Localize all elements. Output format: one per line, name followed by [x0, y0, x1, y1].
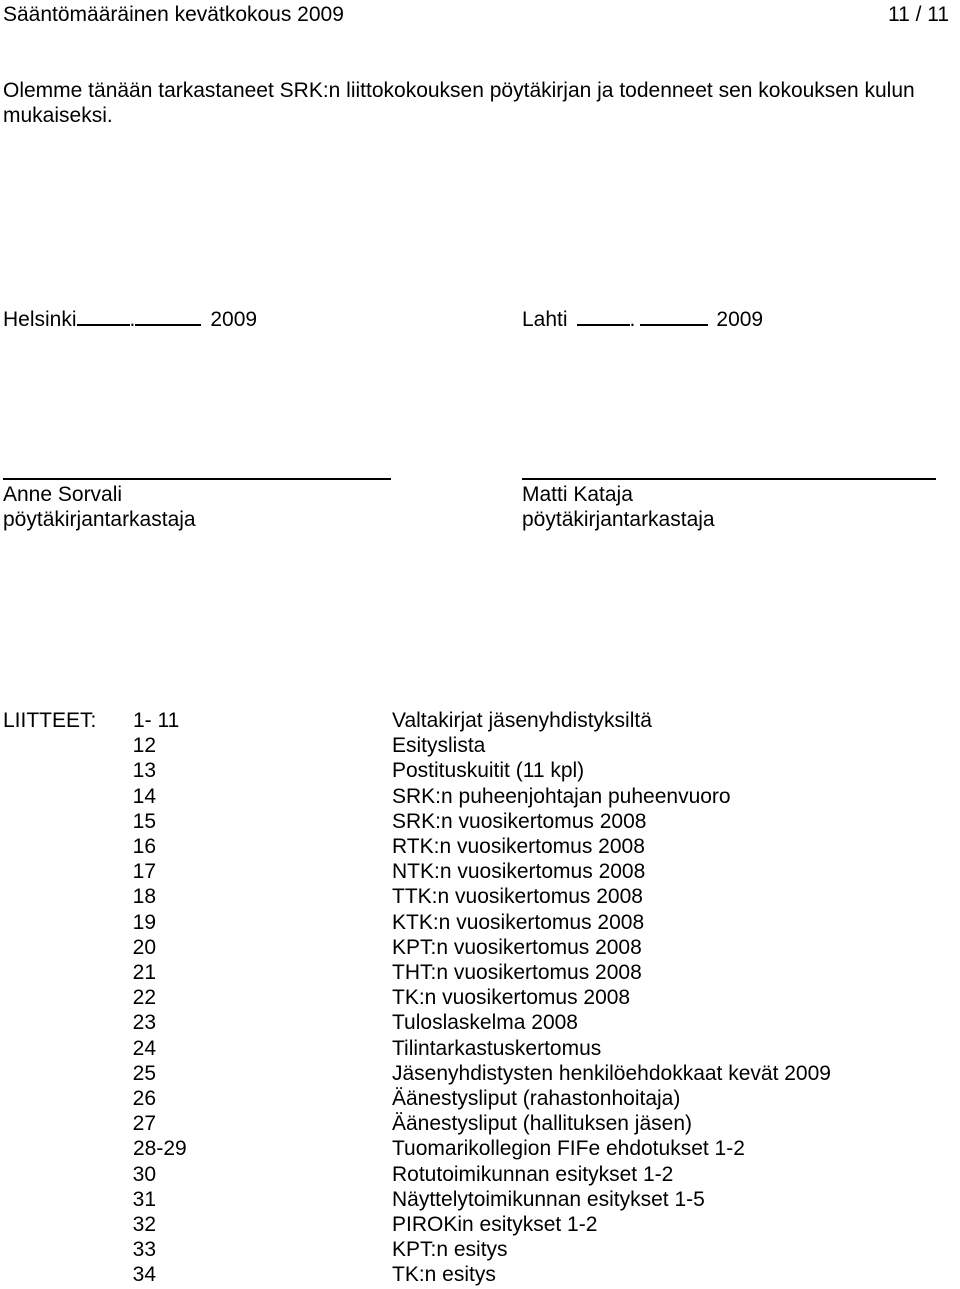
- signature-line-right: [522, 478, 936, 480]
- document-title: Sääntömääräinen kevätkokous 2009: [3, 3, 344, 26]
- attachment-number: 27: [132, 1112, 156, 1136]
- attachment-number: 25: [132, 1061, 156, 1085]
- place-right: Lahti: [522, 308, 568, 331]
- attachment-number: 26: [132, 1087, 156, 1110]
- attachment-description: KTK:n vuosikertomus 2008: [392, 910, 645, 934]
- attachment-description: SRK:n vuosikertomus 2008: [392, 809, 647, 833]
- attachment-number: 13: [132, 759, 156, 783]
- attachment-row: [0, 1136, 960, 1161]
- attachment-description: Esityslista: [392, 734, 486, 758]
- day-blank-right: [577, 306, 630, 326]
- attachment-row: [0, 784, 960, 809]
- attachment-row: [0, 708, 960, 733]
- attachment-number: 18: [132, 885, 156, 909]
- attachment-number: 21: [132, 961, 156, 984]
- date-dot-right: .: [629, 308, 636, 331]
- year-right: 2009: [716, 308, 764, 331]
- attachment-row: [0, 834, 960, 859]
- signer-name-left: Anne Sorvali: [3, 483, 123, 506]
- day-blank-left: [77, 306, 130, 326]
- attachment-number: 30: [132, 1162, 156, 1186]
- attachment-description: KPT:n esitys: [392, 1238, 508, 1262]
- attachment-number: 12: [132, 734, 156, 758]
- attachment-row: [0, 910, 960, 935]
- attachment-description: SRK:n puheenjohtajan puheenvuoro: [392, 784, 731, 808]
- attachment-description: Valtakirjat jäsenyhdistyksiltä: [392, 709, 652, 732]
- attachment-number: 16: [132, 835, 156, 858]
- attachment-row: [0, 1187, 960, 1212]
- month-blank-right: [640, 306, 708, 326]
- attachment-number: 17: [132, 860, 156, 884]
- attachment-number: 15: [132, 809, 156, 833]
- attachment-description: THT:n vuosikertomus 2008: [392, 961, 642, 984]
- attachment-row: [0, 1212, 960, 1237]
- attachment-description: Näyttelytoimikunnan esitykset 1-5: [392, 1187, 705, 1211]
- attachment-row: [0, 935, 960, 960]
- place-date-left: [3, 306, 257, 332]
- place-left: Helsinki: [3, 308, 77, 331]
- attachment-number: 1- 11: [133, 709, 180, 732]
- attachment-number: 31: [132, 1187, 156, 1211]
- intro-line-2: mukaiseksi.: [3, 104, 113, 127]
- intro-line-1: Olemme tänään tarkastaneet SRK:n liittokokouksen pöytäkirjan ja todenneet sen kokouksen kulun: [3, 79, 915, 102]
- attachment-number: 33: [132, 1238, 156, 1262]
- attachment-row: [0, 1086, 960, 1111]
- attachment-description: TTK:n vuosikertomus 2008: [392, 885, 643, 909]
- attachment-row: [0, 1262, 960, 1287]
- attachment-row: [0, 1237, 960, 1262]
- attachments-label: LIITTEET:: [3, 709, 97, 732]
- attachment-description: Tuomarikollegion FIFe ehdotukset 1-2: [392, 1137, 745, 1161]
- attachment-row: [0, 859, 960, 884]
- attachment-row: [0, 1111, 960, 1136]
- date-dot-left: .: [129, 308, 136, 331]
- attachment-description: Jäsenyhdistysten henkilöehdokkaat kevät 2009: [392, 1061, 831, 1085]
- attachment-row: [0, 1036, 960, 1061]
- attachment-row: [0, 960, 960, 985]
- attachment-number: 20: [132, 935, 156, 959]
- attachment-row: [0, 985, 960, 1010]
- attachment-description: Äänestysliput (rahastonhoitaja): [392, 1087, 681, 1110]
- attachment-description: Tuloslaskelma 2008: [392, 1011, 578, 1035]
- attachment-description: Postituskuitit (11 kpl): [392, 759, 585, 783]
- attachment-number: 32: [132, 1213, 156, 1236]
- attachment-description: TK:n esitys: [392, 1263, 496, 1287]
- signer-role-right: pöytäkirjantarkastaja: [522, 508, 715, 531]
- year-left: 2009: [210, 308, 258, 331]
- attachment-description: PIROKin esitykset 1-2: [392, 1213, 598, 1236]
- month-blank-left: [135, 306, 201, 326]
- attachment-number: 22: [132, 986, 156, 1010]
- attachment-description: RTK:n vuosikertomus 2008: [392, 835, 645, 858]
- attachment-number: 23: [132, 1011, 156, 1035]
- attachment-row: [0, 1162, 960, 1187]
- page-number: 11 / 11: [888, 3, 950, 26]
- attachment-number: 24: [132, 1036, 156, 1060]
- attachment-row: [0, 758, 960, 783]
- attachment-row: [0, 1010, 960, 1035]
- attachment-row: [0, 1061, 960, 1086]
- attachment-number: 14: [132, 784, 156, 808]
- attachment-number: 28-29: [133, 1137, 187, 1161]
- attachment-row: [0, 809, 960, 834]
- attachment-description: TK:n vuosikertomus 2008: [392, 986, 631, 1010]
- attachment-description: KPT:n vuosikertomus 2008: [392, 935, 642, 959]
- attachment-row: [0, 884, 960, 909]
- signer-role-left: pöytäkirjantarkastaja: [3, 508, 196, 531]
- attachment-description: Äänestysliput (hallituksen jäsen): [392, 1112, 692, 1136]
- place-date-right: [522, 306, 763, 332]
- attachment-description: Tilintarkastuskertomus: [392, 1036, 602, 1060]
- attachment-number: 34: [132, 1263, 156, 1287]
- attachment-description: NTK:n vuosikertomus 2008: [392, 860, 646, 884]
- attachment-number: 19: [132, 910, 156, 934]
- attachment-description: Rotutoimikunnan esitykset 1-2: [392, 1162, 674, 1186]
- attachment-row: [0, 733, 960, 758]
- signer-name-right: Matti Kataja: [522, 483, 633, 506]
- signature-line-left: [3, 478, 391, 480]
